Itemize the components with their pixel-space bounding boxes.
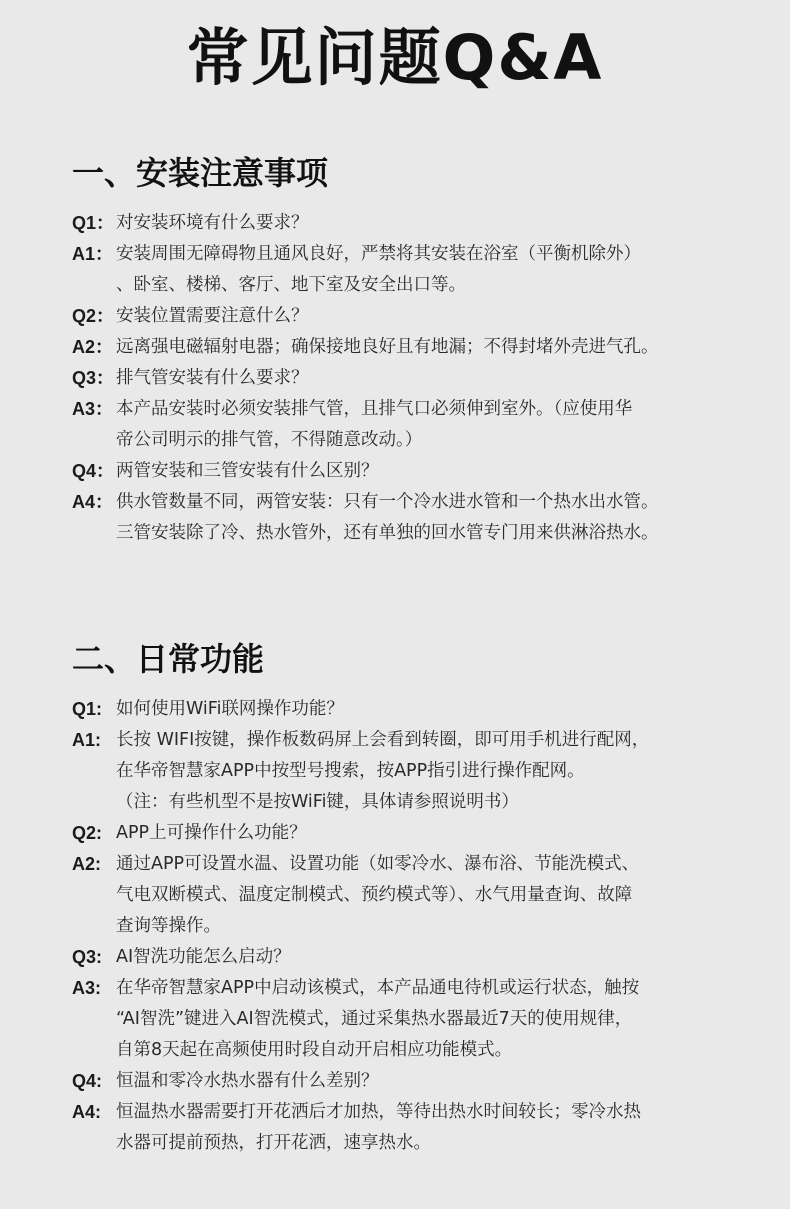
answer-text: 供水管数量不同，两管安装：只有一个冷水进水管和一个热水出水管。	[116, 492, 659, 512]
answer-text: 、卧室、楼梯、客厅、地下室及安全出口等。	[116, 275, 466, 295]
answer-label: A2：	[72, 337, 114, 357]
question-label: Q4:	[72, 1071, 103, 1091]
question-text: 排气管安装有什么要求？	[116, 368, 309, 388]
answer-text: 水器可提前预热，打开花洒，速享热水。	[116, 1133, 431, 1153]
answer-item	[72, 1097, 762, 1159]
question-item	[72, 301, 762, 332]
answer-item	[72, 725, 762, 818]
question-label: Q1：	[72, 213, 115, 233]
answer-item	[72, 849, 762, 942]
answer-label: A2:	[72, 854, 102, 874]
answer-label: A1：	[72, 244, 114, 264]
section-title: 二、日常功能	[72, 640, 265, 678]
question-text: 恒温和零冷水热水器有什么差别？	[116, 1071, 379, 1091]
question-label: Q1:	[72, 699, 103, 719]
question-item	[72, 1066, 762, 1097]
answer-text: 安装周围无障碍物且通风良好，严禁将其安装在浴室（平衡机除外）	[116, 244, 641, 264]
answer-item	[72, 394, 762, 456]
question-item	[72, 363, 762, 394]
answer-label: A1:	[72, 730, 102, 750]
question-label: Q2：	[72, 306, 115, 326]
answer-text: 查询等操作。	[116, 916, 221, 936]
question-item	[72, 208, 762, 239]
section-title: 一、安装注意事项	[72, 154, 329, 192]
answer-text: 远离强电磁辐射电器；确保接地良好且有地漏；不得封堵外壳进气孔。	[116, 337, 659, 357]
section-installation	[72, 150, 762, 549]
question-item	[72, 818, 762, 849]
answer-text: 本产品安装时必须安装排气管，且排气口必须伸到室外。（应使用华	[116, 399, 633, 419]
question-text: 对安装环境有什么要求？	[116, 213, 309, 233]
answer-label: A3:	[72, 978, 102, 998]
question-item	[72, 456, 762, 487]
answer-label: A3：	[72, 399, 114, 419]
answer-text: “AI智洗”键进入AI智洗模式，通过采集热水器最近7天的使用规律，	[116, 1009, 633, 1029]
answer-text: 自第8天起在高频使用时段自动开启相应功能模式。	[116, 1040, 513, 1060]
answer-item	[72, 332, 762, 363]
question-item	[72, 694, 762, 725]
answer-text: 在华帝智慧家APP中启动该模式，本产品通电待机或运行状态，触按	[116, 978, 640, 998]
answer-text: 长按 WIFI按键，操作板数码屏上会看到转圈，即可用手机进行配网，	[116, 730, 650, 750]
question-label: Q2:	[72, 823, 103, 843]
question-text: 如何使用WiFi联网操作功能？	[116, 699, 344, 719]
question-text: 安装位置需要注意什么？	[116, 306, 309, 326]
question-text: 两管安装和三管安装有什么区别？	[116, 461, 379, 481]
answer-item	[72, 487, 762, 549]
question-label: Q4：	[72, 461, 115, 481]
answer-text: 气电双断模式、温度定制模式、预约模式等）、水气用量查询、故障	[116, 885, 633, 905]
answer-text: 恒温热水器需要打开花洒后才加热，等待出热水时间较长；零冷水热	[116, 1102, 641, 1122]
answer-text: 帝公司明示的排气管，不得随意改动。）	[116, 430, 423, 450]
answer-item	[72, 973, 762, 1066]
answer-text: 三管安装除了冷、热水管外，还有单独的回水管专门用来供淋浴热水。	[116, 523, 659, 543]
qa-list	[72, 694, 762, 1159]
question-label: Q3:	[72, 947, 103, 967]
section-daily-functions	[72, 636, 762, 1159]
answer-item	[72, 239, 762, 301]
page-title: 常见问题Q&A	[186, 21, 604, 94]
question-label: Q3：	[72, 368, 115, 388]
answer-label: A4：	[72, 492, 114, 512]
qa-list	[72, 208, 762, 549]
question-text: AI智洗功能怎么启动？	[116, 947, 291, 967]
answer-label: A4:	[72, 1102, 102, 1122]
question-item	[72, 942, 762, 973]
answer-text: 在华帝智慧家APP中按型号搜索，按APP指引进行操作配网。	[116, 761, 585, 781]
answer-text: 通过APP可设置水温、设置功能（如零冷水、瀑布浴、节能洗模式、	[116, 854, 640, 874]
question-text: APP上可操作什么功能？	[116, 823, 307, 843]
answer-text: （注：有些机型不是按WiFi键，具体请参照说明书）	[116, 792, 519, 812]
